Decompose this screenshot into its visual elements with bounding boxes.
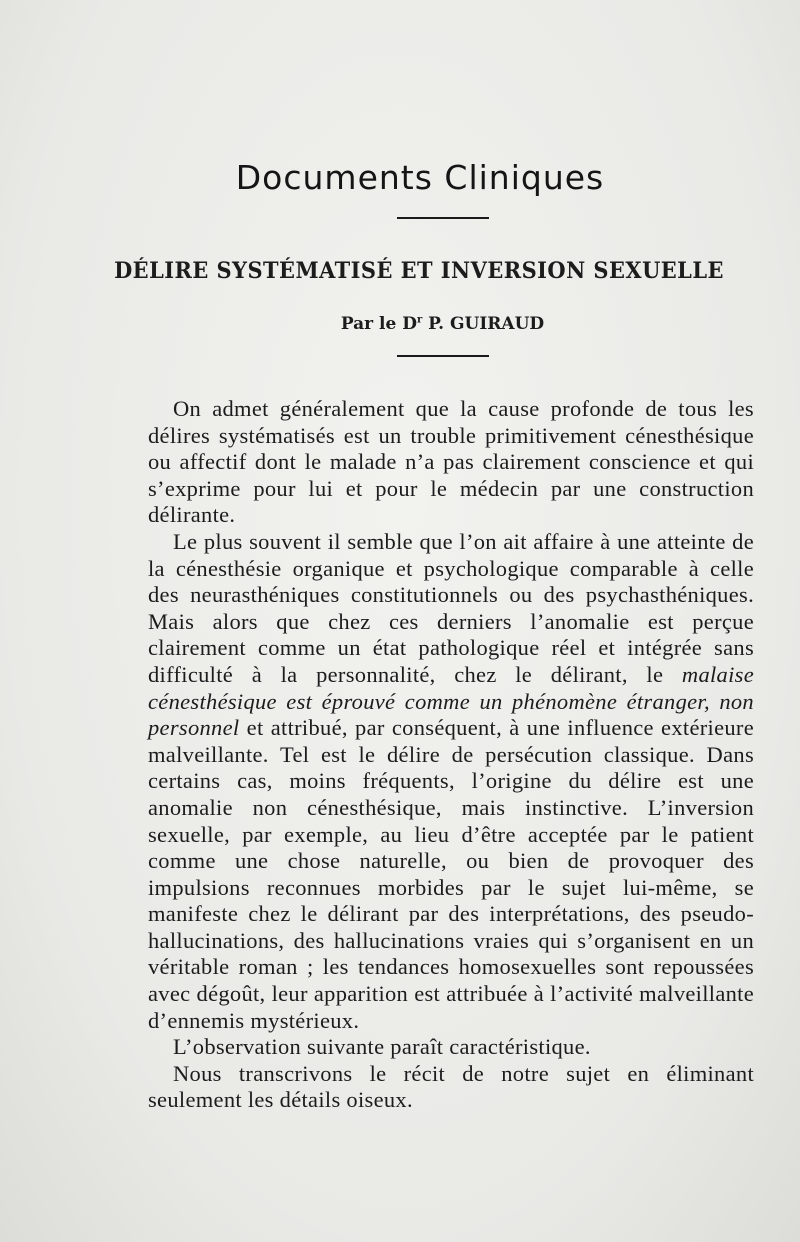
paragraph-4: Nous transcrivons le récit de notre sujet en éliminant seulement les détails oiseux. xyxy=(148,1060,754,1113)
byline-sup: r xyxy=(416,314,423,326)
article-body xyxy=(148,396,754,1114)
paragraph-2 xyxy=(148,529,754,1034)
paragraph-2-part-b: et attribué, par conséquent, à une influence extérieure malveillante. Tel est le délire de persécution classique. Dans certains cas, moins fréquents, l’origine du délire est une anomalie non cénesthésique, mais instinctive. L’inversion sexuelle, par exemple, au lieu d’être acceptée par le patient comme une chose naturelle, ou bien de provoquer des impulsions reconnues morbides par le sujet lui-même, se manifeste chez le délirant par des interprétations, des pseudo-hallucinations, des hallucinations vraies qui s’organisent en un véritable roman ; les tendances homosexuelles sont repoussées avec dégoût, leur apparition est attribuée à l’activité malveillante d’ennemis mystérieux. xyxy=(148,715,754,1033)
divider-bottom xyxy=(397,355,489,357)
paragraph-3: L’observation suivante paraît caractéristique. xyxy=(173,1034,591,1060)
byline xyxy=(0,314,800,334)
byline-author: P. GUIRAUD xyxy=(422,314,545,334)
byline-prefix: Par le D xyxy=(340,314,417,334)
paragraph-2-part-a: Le plus souvent il semble que l’on ait affaire à une atteinte de la cénesthésie organique et psychologique comparable à celle des neurasthéniques constitutionnels ou des psychasthéniques. Mais alors que chez ces derniers l’anomalie est perçue clairement comme un état pathologique réel et intégrée sans difficulté à la personnalité, chez le délirant, le xyxy=(148,528,754,687)
paragraph-2-italic: malaise cénesthésique est éprouvé comme un phénomène étranger, non personnel xyxy=(148,661,754,741)
paragraph-1: On admet généralement que la cause profonde de tous les délires systématisés est un trouble primitivement cénesthésique ou affectif dont le malade n’a pas clairement conscience et qui s’exprime pour lui et pour le médecin par une construction délirante. xyxy=(148,396,754,528)
article-title: DÉLIRE SYSTÉMATISÉ ET INVERSION SEXUELLE xyxy=(114,258,724,284)
section-title: Documents Cliniques xyxy=(235,158,605,197)
divider-top xyxy=(397,217,489,219)
